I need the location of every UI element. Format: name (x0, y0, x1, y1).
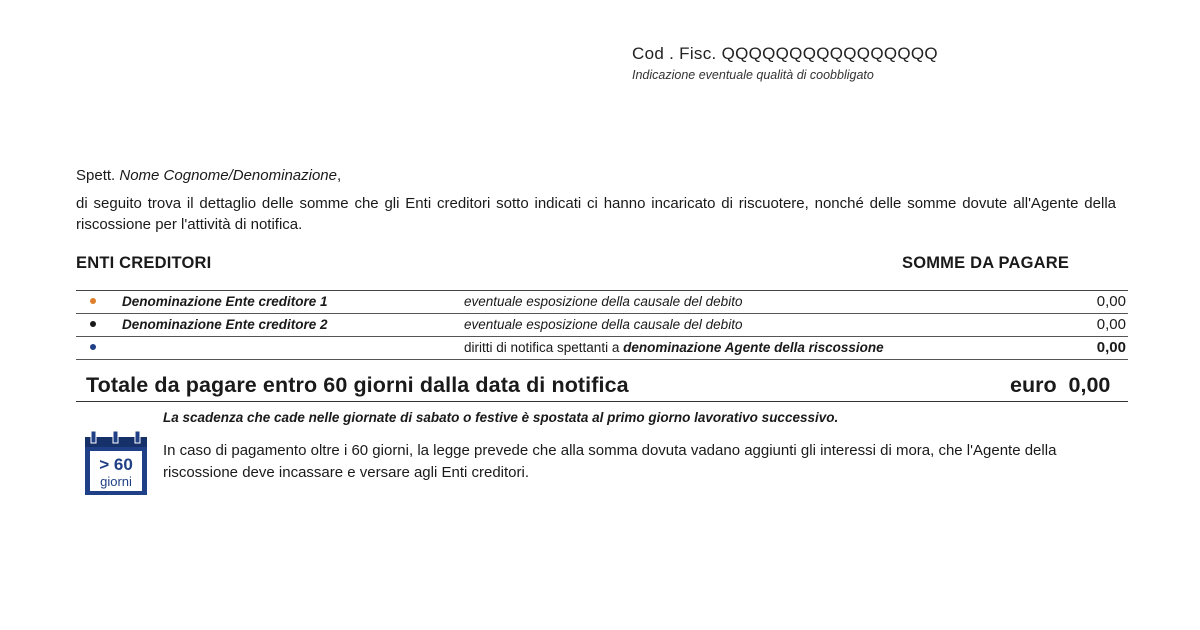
calendar-line2: giorni (100, 474, 132, 489)
coobbligato-note: Indicazione eventuale qualità di coobbligato (632, 68, 874, 82)
calendar-60-giorni-icon (83, 431, 149, 497)
scadenza-note: La scadenza che cade nelle giornate di sabato o festive è spostata al primo giorno lavorativo successivo. (163, 410, 839, 425)
oltre-60-giorni-note: In caso di pagamento oltre i 60 giorni, la legge prevede che alla somma dovuta vadano aggiunti gli interessi di mora, che l'Agente della riscossione deve incassare e versare agli Enti creditori. (163, 442, 1057, 481)
codice-fiscale: Cod . Fisc. QQQQQQQQQQQQQQQQ (632, 44, 938, 63)
debts-table (76, 290, 1128, 360)
ente-name: Denominazione Ente creditore 2 (122, 317, 328, 332)
bullet-blue-icon (90, 344, 96, 350)
table-row (76, 314, 1128, 337)
ente-name: Denominazione Ente creditore 1 (122, 294, 328, 309)
enti-creditori-heading: ENTI CREDITORI (76, 254, 212, 272)
row-amount: 0,00 (1096, 293, 1126, 310)
greeting-comma: , (337, 167, 342, 184)
causale: eventuale esposizione della causale del debito (464, 294, 743, 309)
total-divider (76, 401, 1128, 402)
causale (464, 340, 884, 355)
total-amount: euro 0,00 (1010, 373, 1111, 397)
calendar-ring-left (91, 431, 96, 443)
agente-name: denominazione Agente della riscossione (623, 340, 884, 355)
intro-paragraph: di seguito trova il dettaglio delle somme che gli Enti creditori sotto indicati ci hanno incaricato di riscuotere, nonché delle somme dovute all'Agente della riscossione per l'attività di notifica. (76, 195, 1116, 233)
row-amount: 0,00 (1096, 316, 1126, 333)
recipient-name: Nome Cognome/Denominazione (119, 167, 337, 184)
bullet-orange-icon (90, 298, 96, 304)
salutation: Spett. (76, 167, 116, 184)
calendar-line1: > 60 (99, 455, 133, 474)
causale-prefix: diritti di notifica spettanti a (464, 340, 624, 355)
calendar-ring-right (135, 431, 140, 443)
table-row (76, 291, 1128, 314)
bullet-black-icon (90, 321, 96, 327)
greeting (76, 167, 341, 184)
table-row (76, 337, 1128, 360)
causale: eventuale esposizione della causale del debito (464, 317, 743, 332)
row-amount: 0,00 (1096, 339, 1126, 356)
calendar-ring-mid (113, 431, 118, 443)
somme-da-pagare-heading: SOMME DA PAGARE (902, 254, 1070, 272)
total-label: Totale da pagare entro 60 giorni dalla data di notifica (86, 373, 629, 397)
